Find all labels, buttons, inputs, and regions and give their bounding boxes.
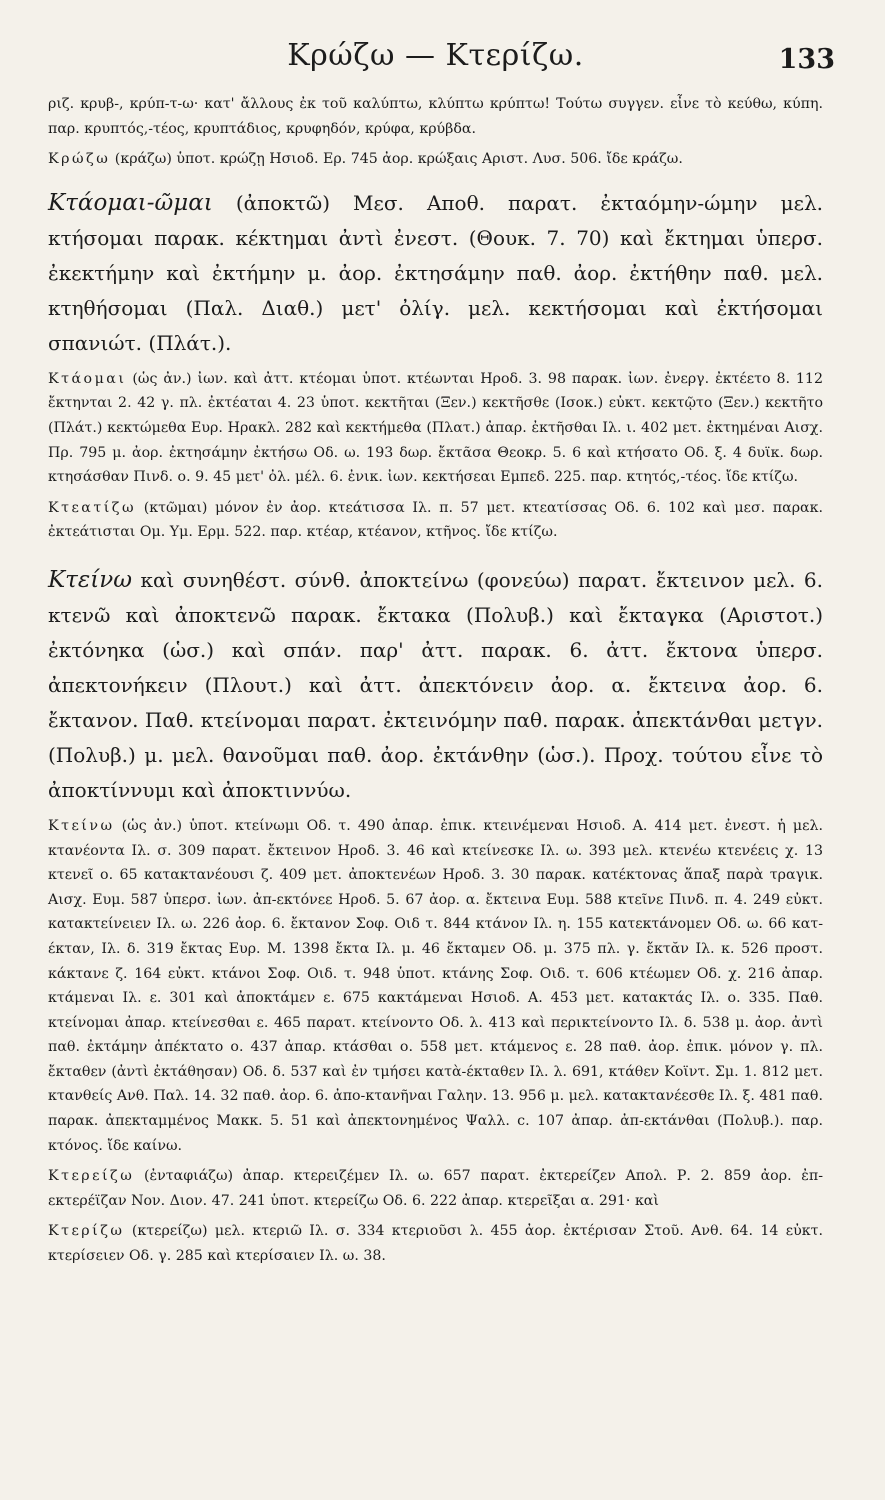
entry-lemma: Κτείνω <box>48 817 115 834</box>
entry-text: ριζ. κρυβ-, κρύπ-τ-ω· κατ' ἄλλους ἐκ τοῦ καλύπτω, κλύπτω κρύπτω! Τούτω συγγεν. εἶνε τὸ κεύθω, κύπη. παρ. κρυπτός,-τέος, κρυπτάδιος, κρυφηδόν, κρύφα, κρύβδα. <box>48 96 823 137</box>
entry-note <box>48 367 823 490</box>
entry-lemma: Κτεατίζω <box>48 499 137 516</box>
entry-note <box>48 92 823 141</box>
entry-lemma: Κτάομαι-ῶμαι <box>48 189 213 216</box>
entry-note <box>48 814 823 1158</box>
entry-lemma: Κτερείζω <box>48 1168 135 1185</box>
entry-note <box>48 1164 823 1213</box>
page-header <box>48 30 835 92</box>
running-title: Κρώζω — Κτερίζω. <box>287 38 584 73</box>
entry-text: (κτῶμαι) μόνον ἐν ἀορ. κτεάτισσα Ιλ. π. 57 μετ. κτεατίσσας Οδ. 6. 102 καὶ μεσ. παρακ. ἐκτεάτισται Ομ. Υμ. Ερμ. 522. παρ. κτέαρ, κτέανον, κτῆνος. ἴδε κτίζω. <box>48 499 823 541</box>
entry-lemma: Κτείνω <box>48 566 133 593</box>
entry-lemma: Κτάομαι <box>48 370 127 387</box>
entry-note <box>48 1219 823 1268</box>
entry-lemma: Κτερίζω <box>48 1223 125 1240</box>
entry-note <box>48 147 823 172</box>
main-entry <box>48 186 823 361</box>
entry-text: καὶ συνηθέστ. σύνθ. ἀποκτείνω (φονεύω) παρατ. ἔκτεινον μελ. 6. κτενῶ καὶ ἀποκτενῶ παρακ. ἔκτακα (Πολυβ.) καὶ ἔκταγκα (Αριστοτ.) ἐκτόνηκα (ὡσ.) καὶ σπάν. παρ' ἀττ. παρακ. 6. ἀττ. ἔκτονα ὑπερσ. ἀπεκτονήκειν (Πλουτ.) καὶ ἀττ. ἀπεκτόνειν ἀορ. α. ἔκτεινα ἀορ. 6. ἔκτανον. Παθ. κτείνομαι παρατ. ἐκτεινόμην παθ. παρακ. ἀπεκτάνθαι μετγν. (Πολυβ.) μ. μελ. θανοῦμαι παθ. ἀορ. ἐκτάνθην (ὡσ.). Προχ. τούτου εἶνε τὸ ἀποκτίννυμι καὶ ἀποκτιννύω. <box>48 567 823 802</box>
entry-text: (κτερείζω) μελ. κτεριῶ Ιλ. σ. 334 κτεριοῦσι λ. 455 ἀορ. ἐκτέρισαν Στοῦ. Ανθ. 64. 14 εὐκτ. κτερίσειεν Οδ. γ. 285 καὶ κτερίσαιεν Ιλ. ω. 38. <box>48 1223 823 1265</box>
dictionary-page <box>48 30 835 1269</box>
entries-column <box>48 92 823 1269</box>
main-entry <box>48 563 823 808</box>
entry-text: (ἀποκτῶ) Μεσ. Αποθ. παρατ. ἐκταόμην-ώμην μελ. κτήσομαι παρακ. κέκτημαι ἀντὶ ἐνεστ. (Θουκ. 7. 70) καὶ ἔκτημαι ὑπερσ. ἐκεκτήμην καὶ ἐκτήμην μ. ἀορ. ἐκτησάμην παθ. ἀορ. ἐκτήθην παθ. μελ. κτηθήσομαι (Παλ. Διαθ.) μετ' ὀλίγ. μελ. κεκτήσομαι καὶ ἐκτήσομαι σπανιώτ. (Πλάτ.). <box>48 190 823 355</box>
entry-text: (ὡς ἀν.) ὑποτ. κτείνωμι Οδ. τ. 490 ἀπαρ. ἐπικ. κτεινέμεναι Ησιοδ. Α. 414 μετ. ἐνεστ. ἡ μελ. κτανέοντα Ιλ. σ. 309 παρατ. ἔκτεινον Ηροδ. 3. 46 καὶ κτείνεσκε Ιλ. ω. 393 μελ. κτενέω κτενέεις χ. 13 κτενεῖ ο. 65 κατακτανέουσι ζ. 409 μετ. ἀποκτενέων Ηροδ. 3. 30 παρακ. κατέκτονας ἅπαξ παρὰ τραγικ. Αισχ. Ευμ. 587 ὑπερσ. ἰων. ἀπ-εκτόνεε Ηροδ. 5. 67 ἀορ. α. ἔκτεινα Ευμ. 588 κτεῖνε Πινδ. π. 4. 249 εὐκτ. κατακτείνειεν Ιλ. ω. 226 ἀορ. 6. ἔκτανον Σοφ. Οιδ τ. 844 κτάνον Ιλ. η. 155 κατεκτάνομεν Οδ. ω. 66 κατ-έκταν, Ιλ. δ. 319 ἔκτας Ευρ. Μ. 1398 ἔκτα Ιλ. μ. 46 ἔκταμεν Οδ. μ. 375 πλ. γ. ἔκτᾰν Ιλ. κ. 526 προστ. κάκτανε ζ. 164 εὐκτ. κτάνοι Σοφ. Οιδ. τ. 948 ὑποτ. κτάνης Σοφ. Οιδ. τ. 606 κτέωμεν Οδ. χ. 216 ἀπαρ. κτάμεναι Ιλ. ε. 301 καὶ ἀποκτάμεν ε. 675 κακτάμεναι Ησιοδ. Α. 453 μετ. κατακτάς Ιλ. ο. 335. Παθ. κτείνομαι ἀπαρ. κτείνεσθαι ε. 465 παρατ. κτείνοντο Οδ. λ. 413 καὶ περικτείνοντο Ιλ. δ. 538 μ. ἀορ. ἀντὶ παθ. ἐκτάμην ἀπέκτατο ο. 437 ἀπαρ. κτάσθαι ο. 558 μετ. κτάμενος ε. 28 παθ. ἀορ. ἐπικ. μόνον γ. πλ. ἔκταθεν (ἀντὶ ἐκτάθησαν) Οδ. δ. 537 καὶ ἐν τμήσει κατὰ-έκταθεν Ιλ. λ. 691, κτάθεν Κοϊντ. Σμ. 1. 812 μετ. κτανθείς Ανθ. Παλ. 14. 32 παθ. ἀορ. 6. ἀπο-κτανῆναι Γαλην. 13. 956 μ. μελ. κατακτανέεσθε Ιλ. ξ. 481 παθ. παρακ. ἀπεκταμμένος Μακκ. 5. 51 καὶ ἀπεκτονημένος Ψαλλ. c. 107 ἀπαρ. ἀπ-εκτάνθαι (Πολυβ.). παρ. κτόνος. ἴδε καίνω. <box>48 817 823 1154</box>
entry-text: (κράζω) ὑποτ. κρώζῃ Ησιοδ. Ερ. 745 ἀορ. κρώξαις Αριστ. Λυσ. 506. ἴδε κράζω. <box>110 151 683 168</box>
entry-text: (ἐνταφιάζω) ἀπαρ. κτερειζέμεν Ιλ. ω. 657 παρατ. ἐκτερείζεν Απολ. Ρ. 2. 859 ἀορ. ἐπ-εκτερέϊζαν Νον. Διον. 47. 241 ὑποτ. κτερείζω Οδ. 6. 222 ἀπαρ. κτερεῖξαι α. 291· καὶ <box>48 1168 823 1209</box>
entry-lemma: Κρώζω <box>48 151 111 168</box>
entry-text: (ὡς ἀν.) ἰων. καὶ ἀττ. κτέομαι ὑποτ. κτέωνται Ηροδ. 3. 98 παρακ. ἰων. ἐνεργ. ἐκτέετο 8. 112 ἔκτηνται 2. 42 γ. πλ. ἐκτέαται 4. 23 ὑποτ. κεκτῆται (Ξεν.) κεκτῆσθε (Ισοκ.) εὐκτ. κεκτῷτο (Ξεν.) κεκτῆτο (Πλάτ.) κεκτώμεθα Ευρ. Ηρακλ. 282 καὶ κεκτήμεθα (Πλατ.) ἀπαρ. ἐκτῆσθαι Ιλ. ι. 402 μετ. ἐκτημέναι Αισχ. Πρ. 795 μ. ἀορ. ἐκτησάμην ἐκτήσω Οδ. ω. 193 δωρ. ἔκτᾶσα Θεοκρ. 5. 6 καὶ κτήσατο Οδ. ξ. 4 δυϊκ. δωρ. κτησάσθαν Πινδ. ο. 9. 45 μετ' ὀλ. μέλ. 6. ἐνικ. ἰων. κεκτήσεαι Εμπεδ. 225. παρ. κτητός,-τέος. ἴδε κτίζω. <box>48 370 823 486</box>
page-number: 133 <box>778 44 835 75</box>
entry-note <box>48 496 823 545</box>
